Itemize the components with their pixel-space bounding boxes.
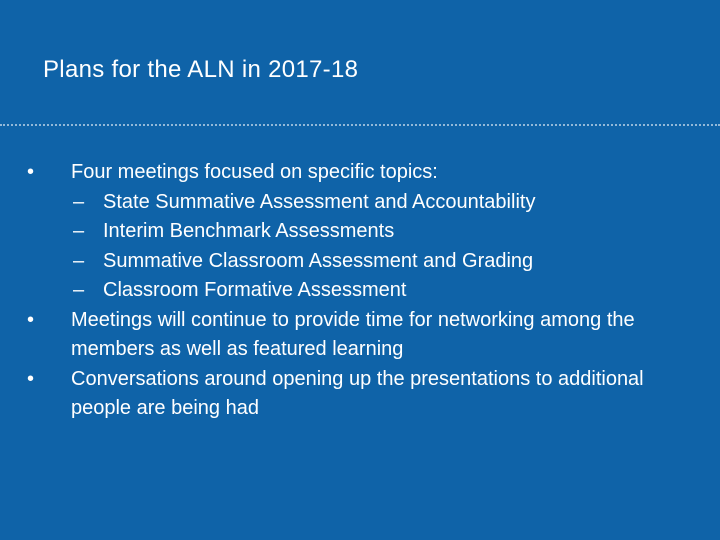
title-divider bbox=[0, 124, 720, 126]
sub-bullet-item bbox=[22, 188, 702, 218]
sub-bullet-text: Interim Benchmark Assessments bbox=[103, 220, 395, 242]
slide-title: Plans for the ALN in 2017-18 bbox=[43, 56, 359, 83]
bullet-item bbox=[22, 306, 702, 365]
bullet-marker: • bbox=[27, 308, 35, 331]
bullet-text: Meetings will continue to provide time for networking among the members as well as featured learning bbox=[71, 308, 635, 360]
dash-marker: – bbox=[73, 279, 85, 301]
sub-bullet-text: State Summative Assessment and Accountability bbox=[103, 190, 536, 213]
sub-bullet-item bbox=[22, 247, 702, 277]
sub-bullet-text: Summative Classroom Assessment and Grading bbox=[103, 249, 534, 272]
sub-bullet-item bbox=[22, 276, 702, 306]
bullet-text: Four meetings focused on specific topics: bbox=[71, 161, 438, 183]
bullet-text: Conversations around opening up the presentations to additional people are being had bbox=[71, 367, 644, 419]
dash-marker: – bbox=[73, 220, 85, 242]
sub-bullet-item bbox=[22, 217, 702, 247]
bullet-item bbox=[22, 158, 702, 188]
bullet-item bbox=[22, 365, 702, 424]
dash-marker: – bbox=[73, 190, 85, 213]
bullet-marker: • bbox=[27, 161, 35, 183]
sub-bullet-text: Classroom Formative Assessment bbox=[103, 279, 407, 301]
dash-marker: – bbox=[73, 249, 85, 272]
bullet-list bbox=[22, 158, 702, 424]
bullet-marker: • bbox=[27, 367, 35, 390]
